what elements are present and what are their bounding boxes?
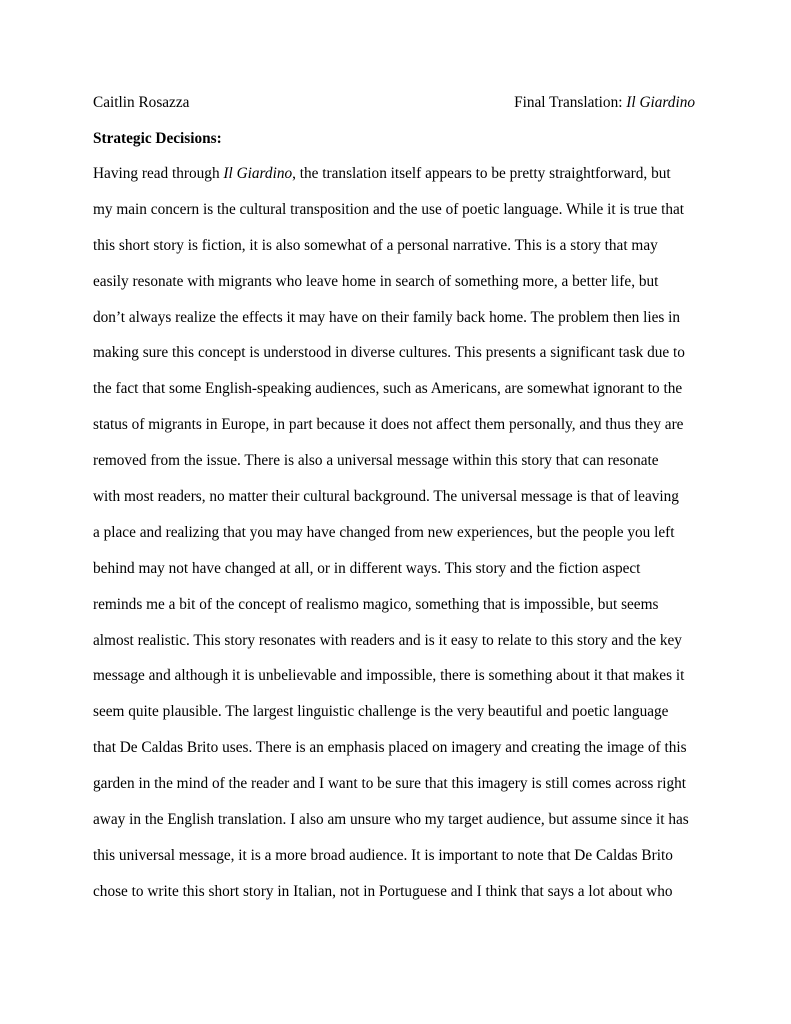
paragraph-line: behind may not have changed at all, or in different ways. This story and the fiction aspect xyxy=(93,559,641,577)
paragraph-line: this short story is fiction, it is also somewhat of a personal narrative. This is a story that may xyxy=(93,236,658,254)
paragraph-line: this universal message, it is a more broad audience. It is important to note that De Caldas Brito xyxy=(93,846,673,864)
document-title xyxy=(514,93,695,113)
paragraph-line: making sure this concept is understood in diverse cultures. This presents a significant task due to xyxy=(93,344,685,362)
paragraph-line: the fact that some English-speaking audiences, such as Americans, are somewhat ignorant to the xyxy=(93,380,683,398)
paragraph-line: away in the English translation. I also am unsure who my target audience, but assume since it has xyxy=(93,811,689,829)
paragraph-text: Having read through xyxy=(93,165,224,182)
paragraph-line: with most readers, no matter their cultural background. The universal message is that of leaving xyxy=(93,488,679,506)
paragraph-line: easily resonate with migrants who leave home in search of something more, a better life, but xyxy=(93,272,659,290)
paragraph-line: removed from the issue. There is also a universal message within this story that can resonate xyxy=(93,452,659,470)
paragraph-line xyxy=(93,164,703,200)
paragraph-line: message and although it is unbelievable and impossible, there is something about it that makes it xyxy=(93,667,685,685)
paragraph-line: reminds me a bit of the concept of realismo magico, something that is impossible, but seems xyxy=(93,595,659,613)
paragraph-text: , the translation itself appears to be pretty straightforward, but xyxy=(292,165,671,182)
paragraph-line: status of migrants in Europe, in part because it does not affect them personally, and thus they are xyxy=(93,416,684,434)
document-title-prefix: Final Translation: xyxy=(514,94,627,111)
paragraph-line: almost realistic. This story resonates with readers and is it easy to relate to this story and the key xyxy=(93,631,682,649)
paragraph-line: that De Caldas Brito uses. There is an emphasis placed on imagery and creating the image of this xyxy=(93,739,687,757)
paragraph-line: seem quite plausible. The largest linguistic challenge is the very beautiful and poetic language xyxy=(93,703,669,721)
document-title-italic: Il Giardino xyxy=(626,94,695,111)
section-heading: Strategic Decisions: xyxy=(93,130,222,147)
body-paragraph xyxy=(93,164,703,918)
author-name: Caitlin Rosazza xyxy=(93,94,190,111)
paragraph-line: my main concern is the cultural transposition and the use of poetic language. While it is true that xyxy=(93,200,685,218)
paragraph-line: a place and realizing that you may have changed from new experiences, but the people you left xyxy=(93,523,675,541)
paragraph-line: chose to write this short story in Italian, not in Portuguese and I think that says a lot about who xyxy=(93,882,673,900)
paragraph-line: don’t always realize the effects it may have on their family back home. The problem then lies in xyxy=(93,308,681,326)
paragraph-line: garden in the mind of the reader and I want to be sure that this imagery is still comes across right xyxy=(93,775,687,793)
page-header xyxy=(93,93,695,113)
italic-work-title: Il Giardino xyxy=(223,165,293,182)
